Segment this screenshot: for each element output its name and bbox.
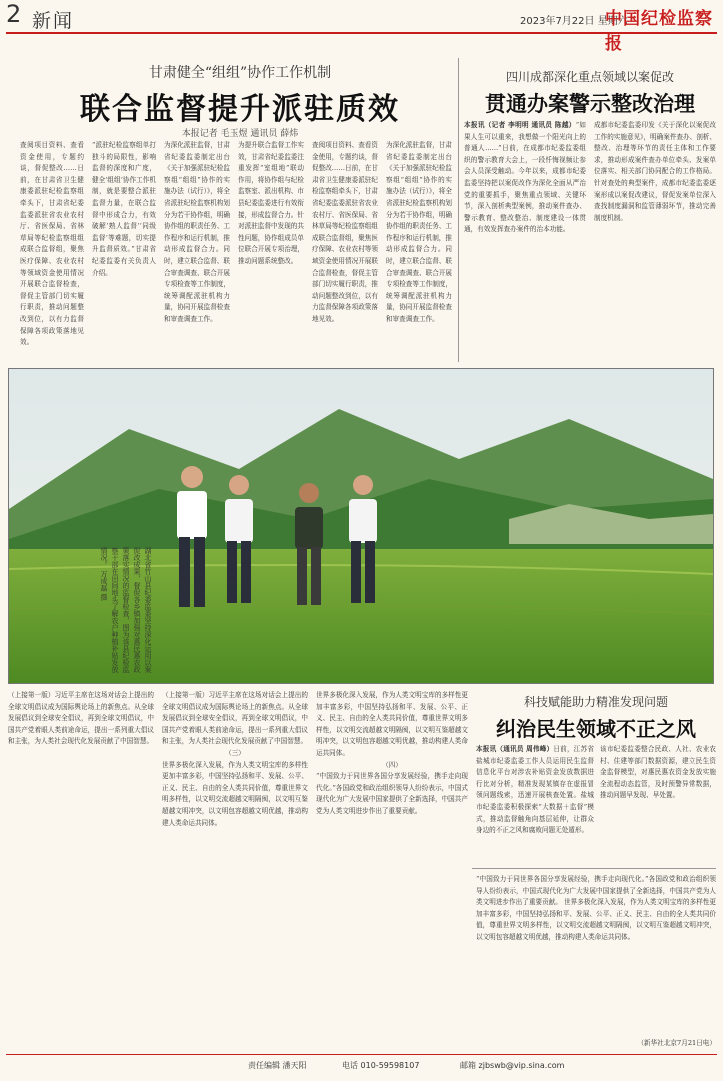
page-number: 2 xyxy=(6,0,22,28)
section-title: 新闻 xyxy=(32,10,75,32)
article4-body3a: 世界多极化深入发展，作为人类文明宝库的多样性更加丰富多彩，中国坚持弘扬和平、发展、公平、正义、民主、自由的全人类共同价值，尊重世界文明多样性，以文明交流超越文明隔阂，以文明互鉴超越文明冲突，以文明包容超越文明优越，推动构建人类命运共同体。 xyxy=(316,691,468,757)
photo-caption: 湖北省竹山县纪委监委坚持深化运用以案促改成果，督促各乡镇加强对惠民惠农政策落实情况的监督检查，图为该县纪检监察干部在田间地头了解农户种植补贴发放情况。 万成磊 摄 xyxy=(100,547,152,673)
article4-col1: （上接第一版）习近平主席在这场对话会上提出的全球文明倡议成为国际舆论场上的新焦点。从全球发展倡议到全球安全倡议，再到全球文明倡议，中国共产党着眼人类前途命运，提出一系列重大倡议和主张，为人类社会现代化发展贡献了中国智慧。 xyxy=(8,691,154,746)
column-divider xyxy=(458,58,459,362)
article3-body: 日前，江苏省盐城市纪委监委工作人员运用民生监督信息化平台对涉农补贴资金发放数据进行比对分析，精准发现某镇存在虚报冒领问题线索，迅速开展核查处置。盐城市纪委监委积极探索“大数据＋监督”模式，推动监督触角向基层延伸，让群众身边的不正之风和腐败问题无处遁形。 xyxy=(476,745,594,835)
footer-email: 邮箱 zjbswb@vip.sina.com xyxy=(460,1061,565,1070)
article4-col4 xyxy=(476,874,716,1038)
article4-col3 xyxy=(316,690,468,1050)
news-photo[interactable] xyxy=(8,368,714,684)
article2-kicker: 四川成都深化重点领域以案促改 xyxy=(505,70,674,84)
article4-end: （新华社北京7月21日电） xyxy=(637,1039,716,1047)
article1-col4: 为提升联合监督工作实效，甘肃省纪委监委注重发挥“室组地”联动作用，将协作组与纪检监察室、派出机构、市县纪委监委进行有效衔接，形成监督合力。针对派驻监督中发现的共性问题，协作组成员单位联合开展专项治理，推动问题系统整改。 xyxy=(238,141,304,265)
article1-byline: 本报记者 毛玉煜 通讯员 薛炜 xyxy=(181,129,299,139)
article1-headline[interactable]: 联合监督提升派驻质效 xyxy=(80,92,400,127)
article3-col2: 该市纪委监委整合民政、人社、农业农村、住建等部门数据资源，建立民生资金监督模型，对惠民惠农资金发放实施全流程动态监管，及时预警异常数据，推动问题早发现、早处置。 xyxy=(600,745,716,800)
article3-kicker: 科技赋能助力精准发现问题 xyxy=(523,695,668,709)
article2-body: “如果人生可以重来，我想做一个阳光向上的普通人……”日前，在成都市纪委监委组织的警示教育大会上，一段忏悔视频让参会人员深受触动。今年以来，成都市纪委监委坚持把以案促改作为深化全面从严治党的重要抓手，聚焦重点领域、关键环节，深入剖析典型案例，推动案件查办、警示教育、整改整治、制度建设一体贯通，有效发挥查办案件的治本功能。 xyxy=(464,121,586,234)
column-divider-h xyxy=(472,868,716,869)
article3-byline: 本报讯（通讯员 周伟峰） xyxy=(476,745,554,753)
article4-body2: （上接第一版）习近平主席在这场对话会上提出的全球文明倡议成为国际舆论场上的新焦点。从全球发展倡议到全球安全倡议，再到全球文明倡议，中国共产党着眼人类前途命运，提出一系列重大倡议和主张，为人类社会现代化发展贡献了中国智慧。 xyxy=(162,691,308,746)
article1-col3: 为深化派驻监督，甘肃省纪委监委制定出台《关于加强派驻纪检监察组“组组”协作的实施办法（试行）》，将全省派驻纪检监察机构划分为若干协作组，明确协作组的职责任务、工作程序和运行机制，推动形成监督合力。同时，建立联合监督、联合审查调查、联合开展专项检查等工作制度，统筹调配派驻机构力量，协同开展监督检查和审查调查工作。 xyxy=(164,141,230,323)
article2-col1 xyxy=(464,120,586,364)
article1-col1: 查阅项目资料、查看资金使用，专题约谈，督促整改……日前，在甘肃省卫生健康委派驻纪检监察组牵头下，甘肃省纪委监委派驻省农业农村厅、省医保局、省林草局等纪检监察组组成联合监督组，聚焦医疗保障、农业农村等领域资金使用情况开展联合监督检查，督促主管部门切实履行职责，推动问题整改到位，以有力监督保障各项政策落地见效。 xyxy=(20,141,84,347)
footer-rule xyxy=(6,1054,717,1055)
article2-headline[interactable]: 贯通办案警示整改治理 xyxy=(485,91,695,116)
header-rule xyxy=(6,32,717,34)
article1-col5: 查阅项目资料、查看资金使用，专题约谈，督促整改……日前，在甘肃省卫生健康委派驻纪检监察组牵头下，甘肃省纪委监委派驻省农业农村厅、省医保局、省林草局等纪检监察组组成联合监督组，聚焦医疗保障、农业农村等领域资金使用情况开展联合监督检查，督促主管部门切实履行职责，推动问题整改到位，以有力监督保障各项政策落地见效。 xyxy=(312,141,378,323)
date: 2023年7月22日 星期六 xyxy=(520,16,628,27)
footer-phone: 电话 010-59598107 xyxy=(342,1061,420,1070)
article4-body3: “中国致力于同世界各国分享发展经验，携手走向现代化。”各国政党和政治组织领导人纷纷表示，中国式现代化为广大发展中国家提供了全新选择，中国共产党为人类文明进步作出了重要贡献。 xyxy=(316,772,468,815)
newspaper-masthead: 中国纪检监察报 xyxy=(605,9,713,54)
article4-body4b: 世界多极化深入发展，作为人类文明宝库的多样性更加丰富多彩，中国坚持弘扬和平、发展、公平、正义、民主、自由的全人类共同价值，尊重世界文明多样性，以文明交流超越文明隔阂，以文明互鉴超越文明冲突，以文明包容超越文明优越，推动构建人类命运共同体。 xyxy=(476,898,716,941)
article4-body4: “中国致力于同世界各国分享发展经验，携手走向现代化。”各国政党和政治组织领导人纷纷表示，中国式现代化为广大发展中国家提供了全新选择，中国共产党为人类文明进步作出了重要贡献。 xyxy=(476,875,716,907)
article4-body2b: 世界多极化深入发展，作为人类文明宝库的多样性更加丰富多彩，中国坚持弘扬和平、发展、公平、正义、民主、自由的全人类共同价值，尊重世界文明多样性，以文明交流超越文明隔阂，以文明互鉴超越文明冲突，以文明包容超越文明优越，推动构建人类命运共同体。 xyxy=(162,760,308,827)
article4-section-mark2: （四） xyxy=(382,760,402,769)
article2-byline: 本报讯（记者 李明明 通讯员 陈越） xyxy=(464,121,576,129)
article3-col1 xyxy=(476,744,594,862)
article3-headline[interactable]: 纠治民生领域不正之风 xyxy=(496,717,696,741)
article2-col2: 成都市纪委监委印发《关于深化以案促改工作的实施意见》，明确案件查办、剖析、整改、治理等环节的责任主体和工作要求，推动形成案件查办单位牵头、发案单位落实、相关部门协同配合的工作格局。针对查处的典型案件，成都市纪委监委逐案形成以案促改建议，督促发案单位深入查找制度漏洞和监管薄弱环节，推动完善制度机制。 xyxy=(594,121,716,222)
article4-section-mark: （三） xyxy=(225,748,245,757)
article4-col2 xyxy=(162,690,308,1050)
article1-col2: “派驻纪检监察组单打独斗的局限性，影响监督的深度和广度，健全‘组组’协作工作机制，就是要整合派驻监督力量，在联合监督中形成合力，有效破解‘熟人监督’‘同级监督’等难题，切实提升监督质效。”甘肃省纪委监委有关负责人介绍。 xyxy=(92,141,156,277)
article1-col6: 为深化派驻监督，甘肃省纪委监委制定出台《关于加强派驻纪检监察组“组组”协作的实施办法（试行）》，将全省派驻纪检监察机构划分为若干协作组，明确协作组的职责任务、工作程序和运行机制，推动形成监督合力。同时，建立联合监督、联合审查调查、联合开展专项检查等工作制度，统筹调配派驻机构力量，协同开展监督检查和审查调查工作。 xyxy=(386,141,452,323)
article1-kicker: 甘肃健全“组组”协作工作机制 xyxy=(148,65,332,81)
footer-editor: 责任编辑 潘天阳 xyxy=(248,1061,307,1070)
